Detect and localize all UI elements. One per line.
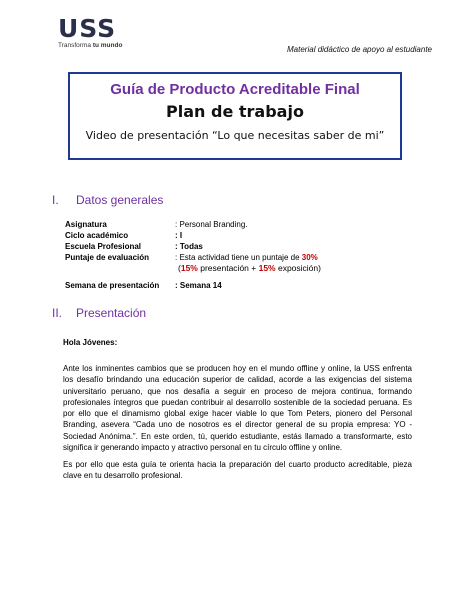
row-value: : I (175, 231, 183, 240)
row-value (175, 252, 318, 263)
row-label: Escuela Profesional (65, 242, 142, 251)
header-note: Material didáctico de apoyo al estudiante (287, 45, 432, 54)
presentation-paragraph-2: Es por ello que esta guía te orienta hacia la preparación del cuarto producto acreditable, pieza clave en tu desarrollo profesional. (63, 460, 412, 481)
score-percent: 30% (301, 253, 318, 262)
row-label: Asignatura (65, 220, 107, 229)
logo-mark: USS (58, 14, 117, 43)
row-value: : Semana 14 (175, 281, 222, 290)
presentation-paragraph-1: Ante los inminentes cambios que se producen hoy en el mundo offline y online, la USS enfrenta los desafío brindando una educación superior de calidad, acorde a las exigencias del sistema universitario peruano, que nos desafía a seguir en proceso de mejora continua, formando profesionales íntegros que puedan contribuir al desarrollo sostenible de la sociedad peruana. Es por ello que el dinamismo global exige hacer viable lo que Tom Peters, pionero del Personal Branding, asevera “Cada uno de nosotros es el director general de su propia empresa: YO - Sociedad Anónima.”. En este orden, tú, querido estudiante, estás llamado a transformarte, esto significa ir generando impacto y atractivo personal en tu círculo offline y online. (63, 364, 412, 453)
score-text: : Esta actividad tiene un puntaje de (175, 253, 302, 262)
section-heading-presentacion (52, 306, 146, 320)
greeting: Hola Jóvenes: (63, 338, 118, 347)
row-value: : Todas (175, 242, 203, 251)
breakdown-mid: presentación + (197, 263, 259, 273)
row-label: Ciclo académico (65, 231, 129, 240)
guide-title: Guía de Producto Acreditable Final (110, 81, 360, 98)
breakdown-open: ( (178, 263, 181, 273)
logo-tagline (58, 42, 122, 50)
breakdown-a: 15% (180, 263, 198, 273)
logo-tagline-1: Transforma (58, 42, 91, 49)
row-label: Puntaje de evaluación (65, 253, 150, 262)
section-number: I. (52, 193, 59, 207)
row-label: Semana de presentación (65, 281, 160, 290)
breakdown-b: 15% (258, 263, 276, 273)
video-subtitle: Video de presentación “Lo que necesitas saber de mi” (85, 129, 385, 142)
section-title: Datos generales (76, 193, 164, 207)
plan-title: Plan de trabajo (166, 102, 304, 121)
uss-logo (58, 16, 122, 50)
logo-tagline-2: tu mundo (92, 42, 123, 49)
title-box (68, 72, 402, 160)
breakdown-end: exposición) (275, 263, 321, 273)
section-number: II. (52, 306, 63, 320)
row-value: : Personal Branding. (175, 220, 248, 229)
breakdown-text (178, 263, 321, 274)
section-title: Presentación (76, 306, 147, 320)
section-heading-datos (52, 193, 163, 207)
